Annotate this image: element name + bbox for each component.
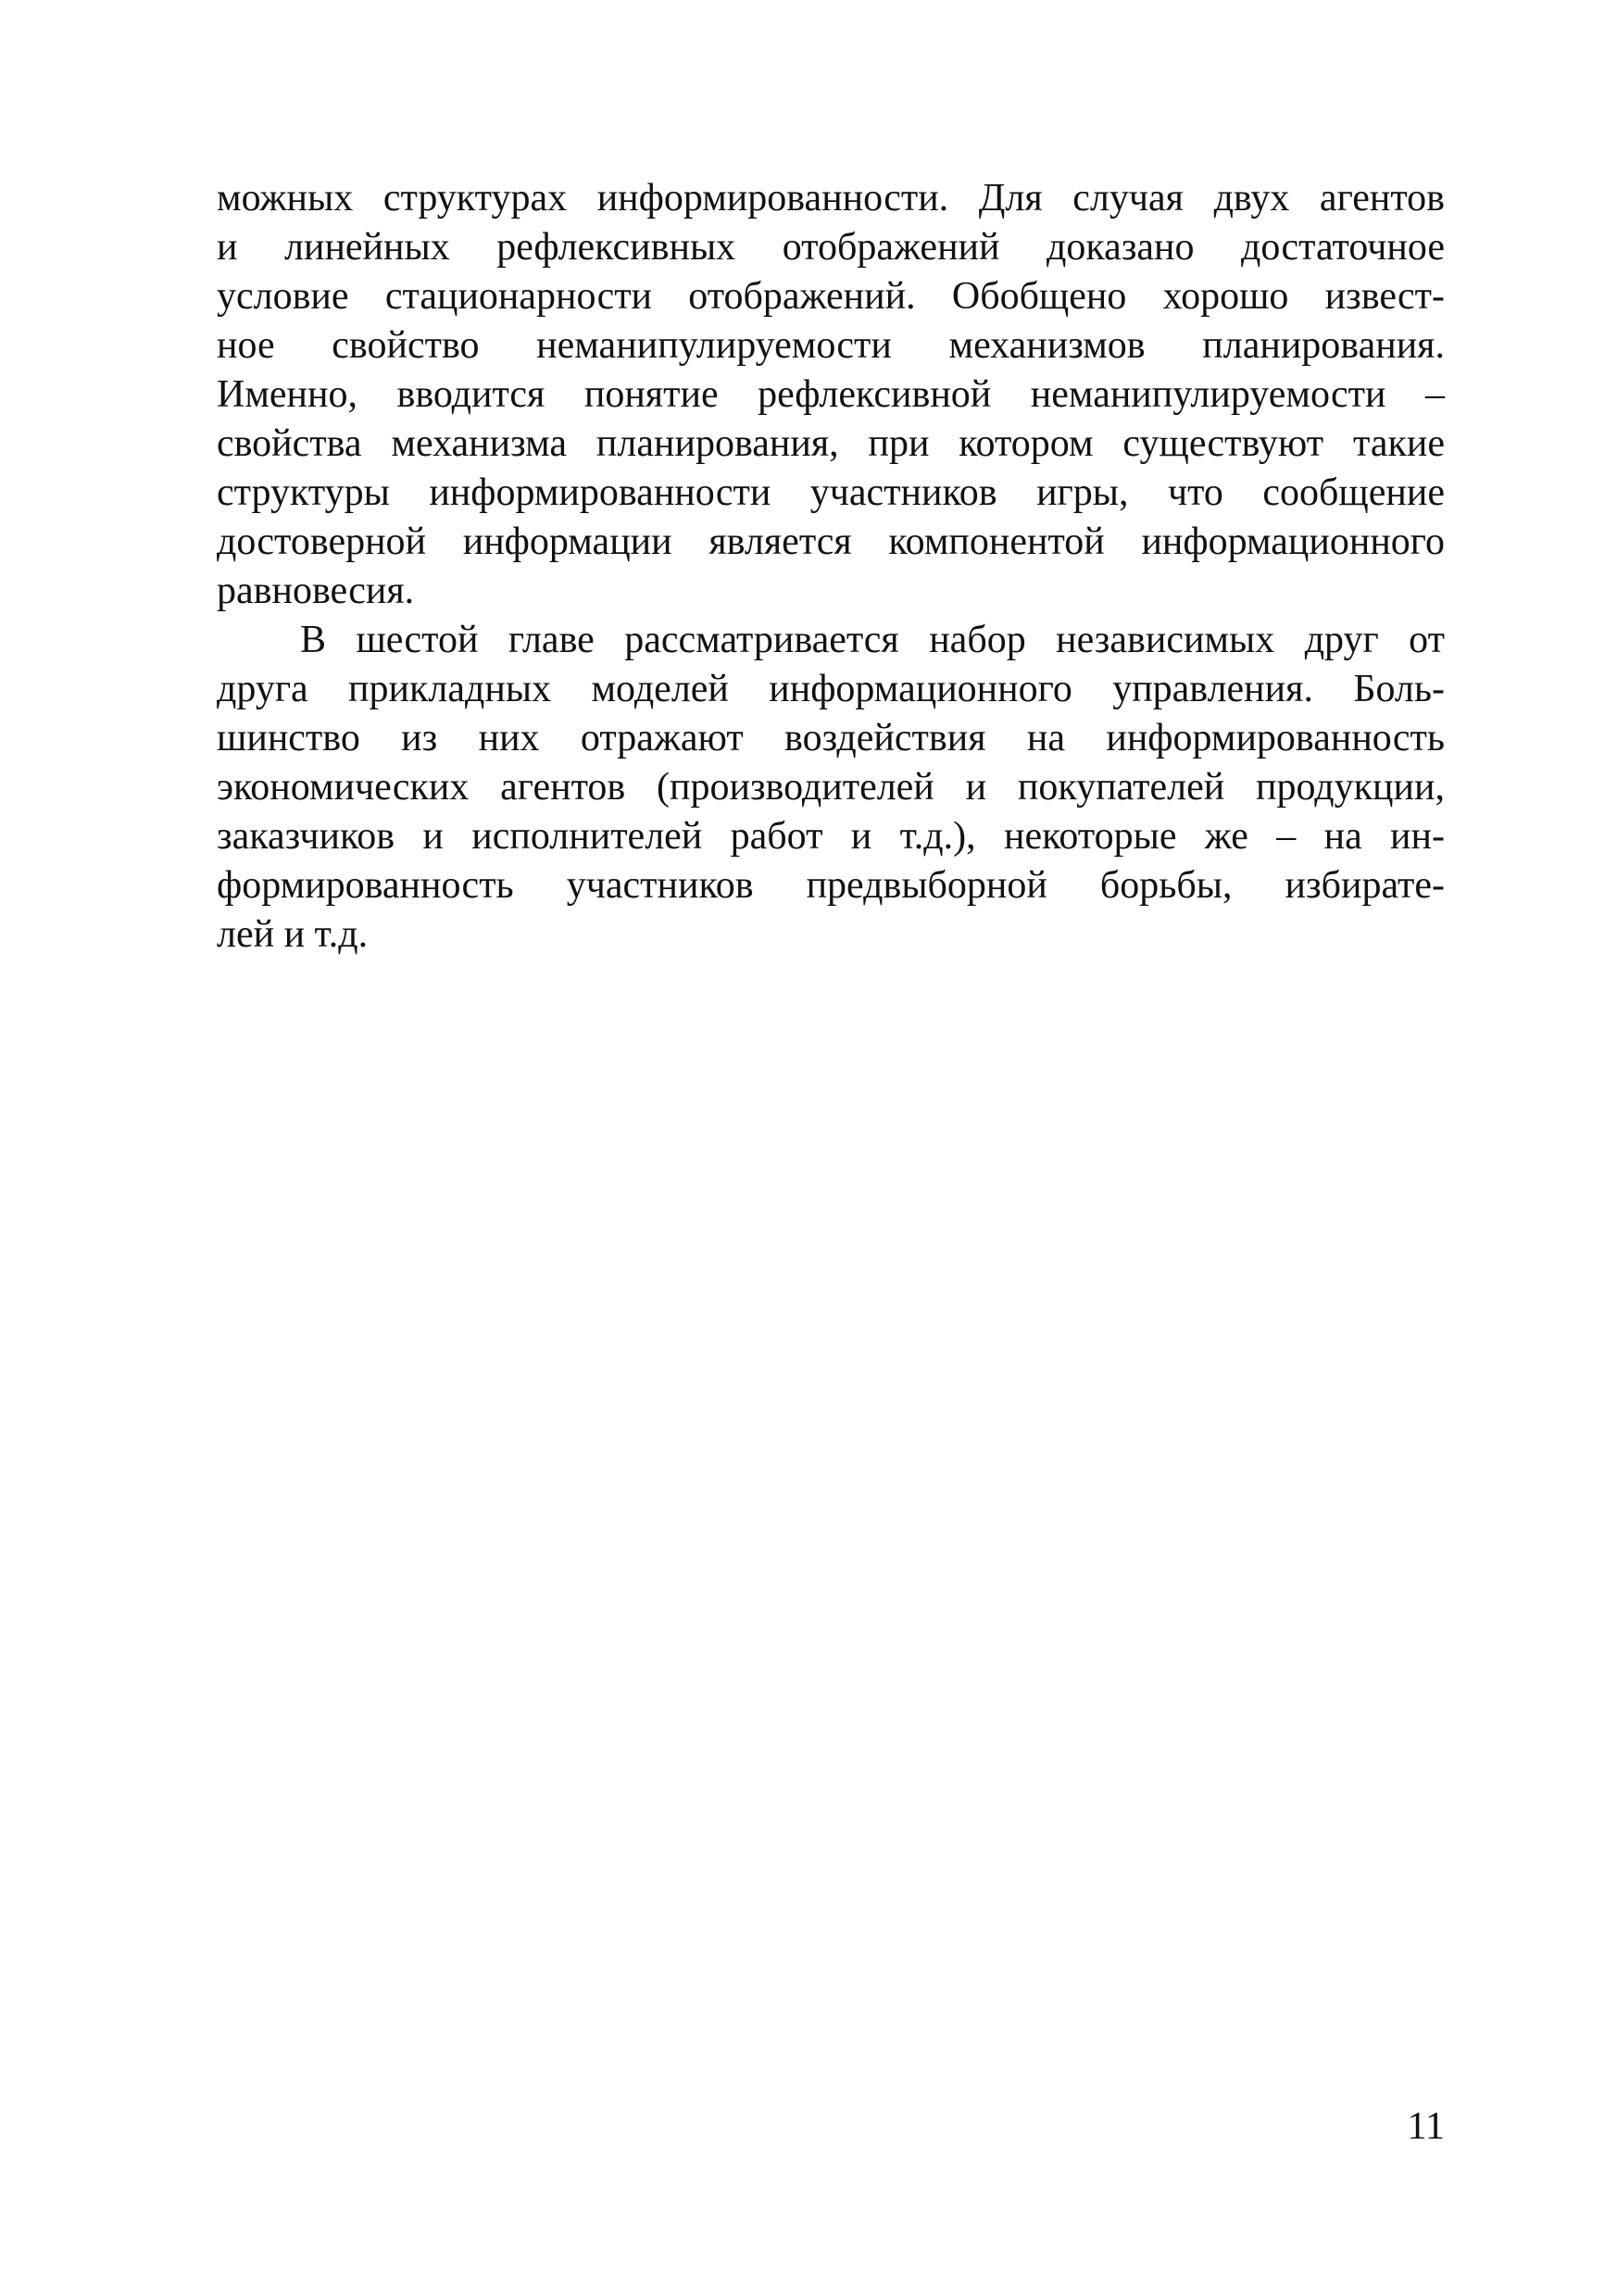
text-line: свойства механизма планирования, при котором существуют такие <box>217 422 1445 465</box>
text-line: структуры информированности участников игры, что сообщение <box>217 471 1445 514</box>
text-line: экономических агентов (производителей и покупателей продукции, <box>217 766 1445 809</box>
text-line: ное свойство неманипулируемости механизмов планирования. <box>217 324 1445 367</box>
text-line: достоверной информации является компонентой информационного <box>217 521 1445 563</box>
text-line: заказчиков и исполнителей работ и т.д.), некоторые же – на ин- <box>217 815 1445 858</box>
text-line: В шестой главе рассматривается набор независимых друг от <box>300 619 1445 661</box>
text-line: Именно, вводится понятие рефлексивной неманипулируемости – <box>217 373 1445 416</box>
text-line: условие стационарности отображений. Обобщено хорошо извест- <box>217 275 1445 318</box>
page-number: 11 <box>1407 2105 1445 2148</box>
text-line: можных структурах информированности. Для случая двух агентов <box>217 177 1445 220</box>
paragraph-1 <box>217 174 1445 616</box>
text-line: друга прикладных моделей информационного управления. Боль- <box>217 668 1445 710</box>
text-line: лей и т.д. <box>217 913 369 956</box>
text-line: шинство из них отражают воздействия на информированность <box>217 717 1445 759</box>
text-line: формированность участников предвыборной борьбы, избирате- <box>217 864 1445 907</box>
paragraph-2 <box>217 616 1445 960</box>
body-text <box>217 174 1445 960</box>
text-line: и линейных рефлексивных отображений доказано достаточное <box>217 226 1445 269</box>
text-line: равновесия. <box>217 570 415 612</box>
